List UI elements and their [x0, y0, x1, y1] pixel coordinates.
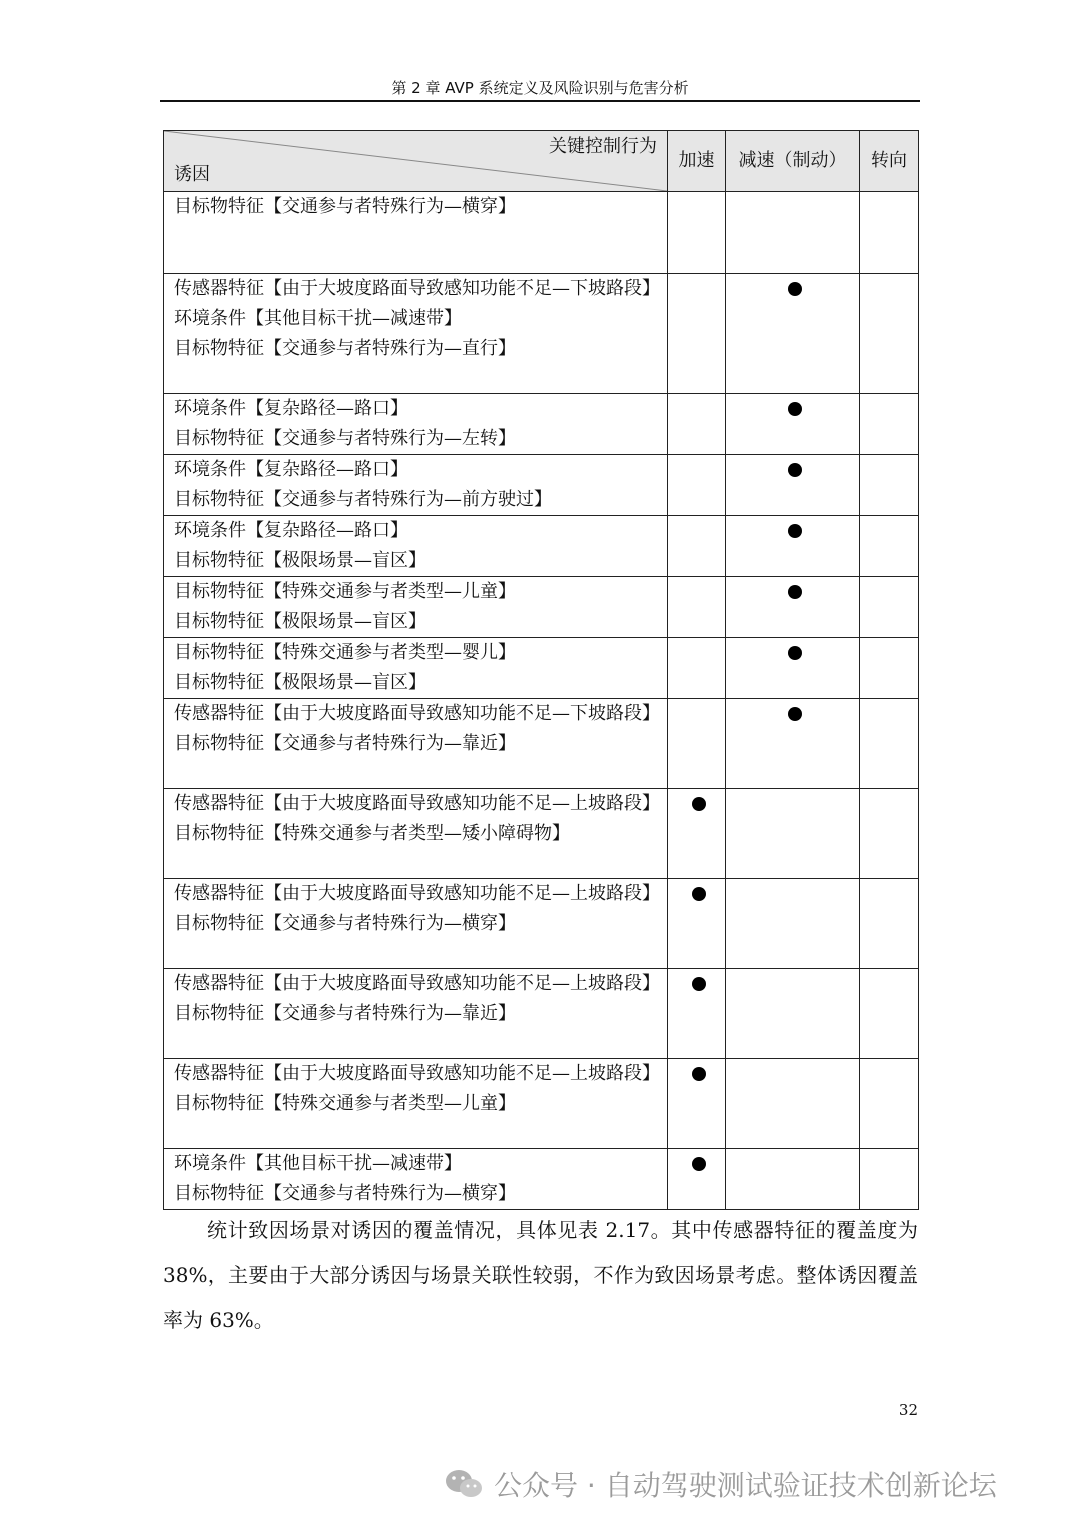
cause-line: 目标物特征【交通参与者特殊行为—直行】 — [174, 338, 516, 359]
cause-line: 传感器特征【由于大坡度路面导致感知功能不足—上坡路段】 — [174, 793, 660, 814]
filled-dot-icon — [788, 646, 802, 660]
cause-cell — [164, 192, 668, 274]
column-header-decelerate: 减速（制动） — [726, 131, 860, 192]
cause-line: 传感器特征【由于大坡度路面导致感知功能不足—下坡路段】 — [174, 278, 660, 299]
cause-cell — [164, 577, 668, 638]
decelerate-mark-cell — [726, 455, 860, 516]
steer-mark-cell — [860, 274, 919, 394]
cause-cell — [164, 638, 668, 699]
table-row — [164, 274, 919, 394]
cause-line: 目标物特征【极限场景—盲区】 — [174, 550, 426, 571]
cause-line: 目标物特征【交通参与者特殊行为—横穿】 — [174, 1183, 516, 1204]
cause-line: 目标物特征【特殊交通参与者类型—儿童】 — [174, 1093, 516, 1114]
filled-dot-icon — [692, 797, 706, 811]
cause-line: 传感器特征【由于大坡度路面导致感知功能不足—上坡路段】 — [174, 973, 660, 994]
cause-line: 环境条件【其他目标干扰—减速带】 — [174, 1153, 462, 1174]
chapter-header: 第 2 章 AVP 系统定义及风险识别与危害分析 — [391, 79, 689, 97]
filled-dot-icon — [692, 887, 706, 901]
steer-mark-cell — [860, 1059, 919, 1149]
table-row — [164, 394, 919, 455]
table-row — [164, 516, 919, 577]
table-body — [164, 192, 919, 1210]
cause-line: 传感器特征【由于大坡度路面导致感知功能不足—上坡路段】 — [174, 883, 660, 904]
table-row — [164, 879, 919, 969]
watermark — [444, 1462, 997, 1506]
cause-line: 传感器特征【由于大坡度路面导致感知功能不足—下坡路段】 — [174, 703, 660, 724]
accelerate-mark-cell — [668, 789, 726, 879]
steer-mark-cell — [860, 789, 919, 879]
table-row — [164, 1149, 919, 1210]
filled-dot-icon — [692, 1157, 706, 1171]
decelerate-mark-cell — [726, 969, 860, 1059]
column-header-accelerate: 加速 — [668, 131, 726, 192]
row-axis-label: 诱因 — [174, 164, 210, 185]
cause-cell — [164, 789, 668, 879]
cause-line: 环境条件【其他目标干扰—减速带】 — [174, 308, 462, 329]
table-row — [164, 699, 919, 789]
decelerate-mark-cell — [726, 789, 860, 879]
cause-cell — [164, 969, 668, 1059]
filled-dot-icon — [788, 402, 802, 416]
steer-mark-cell — [860, 577, 919, 638]
accelerate-mark-cell — [668, 699, 726, 789]
filled-dot-icon — [692, 977, 706, 991]
decelerate-mark-cell — [726, 274, 860, 394]
cause-cell — [164, 1059, 668, 1149]
accelerate-mark-cell — [668, 394, 726, 455]
cause-line: 目标物特征【交通参与者特殊行为—前方驶过】 — [174, 489, 552, 510]
cause-cell — [164, 455, 668, 516]
accelerate-mark-cell — [668, 638, 726, 699]
wechat-icon — [444, 1467, 484, 1501]
filled-dot-icon — [788, 463, 802, 477]
steer-mark-cell — [860, 1149, 919, 1210]
header-rule — [160, 100, 920, 102]
decelerate-mark-cell — [726, 638, 860, 699]
cause-line: 环境条件【复杂路径—路口】 — [174, 398, 408, 419]
cause-cell — [164, 274, 668, 394]
column-header-steer: 转向 — [860, 131, 919, 192]
filled-dot-icon — [692, 1067, 706, 1081]
accelerate-mark-cell — [668, 192, 726, 274]
table-row — [164, 969, 919, 1059]
accelerate-mark-cell — [668, 879, 726, 969]
steer-mark-cell — [860, 455, 919, 516]
decelerate-mark-cell — [726, 394, 860, 455]
table-row — [164, 577, 919, 638]
cause-line: 传感器特征【由于大坡度路面导致感知功能不足—上坡路段】 — [174, 1063, 660, 1084]
decelerate-mark-cell — [726, 699, 860, 789]
steer-mark-cell — [860, 638, 919, 699]
cause-line: 目标物特征【特殊交通参与者类型—婴儿】 — [174, 642, 516, 663]
decelerate-mark-cell — [726, 516, 860, 577]
steer-mark-cell — [860, 516, 919, 577]
cause-line: 目标物特征【极限场景—盲区】 — [174, 672, 426, 693]
steer-mark-cell — [860, 699, 919, 789]
filled-dot-icon — [788, 524, 802, 538]
accelerate-mark-cell — [668, 577, 726, 638]
table-row — [164, 455, 919, 516]
accelerate-mark-cell — [668, 516, 726, 577]
diagonal-header-cell — [164, 131, 668, 192]
cause-line: 目标物特征【特殊交通参与者类型—儿童】 — [174, 581, 516, 602]
cause-cell — [164, 879, 668, 969]
cause-cell — [164, 1149, 668, 1210]
decelerate-mark-cell — [726, 192, 860, 274]
table-row — [164, 789, 919, 879]
accelerate-mark-cell — [668, 455, 726, 516]
steer-mark-cell — [860, 969, 919, 1059]
filled-dot-icon — [788, 282, 802, 296]
cause-line: 目标物特征【交通参与者特殊行为—靠近】 — [174, 1003, 516, 1024]
decelerate-mark-cell — [726, 879, 860, 969]
cause-cell — [164, 394, 668, 455]
steer-mark-cell — [860, 192, 919, 274]
table-header-row — [164, 131, 919, 192]
cause-line: 环境条件【复杂路径—路口】 — [174, 520, 408, 541]
filled-dot-icon — [788, 707, 802, 721]
decelerate-mark-cell — [726, 1149, 860, 1210]
table-row — [164, 638, 919, 699]
accelerate-mark-cell — [668, 969, 726, 1059]
column-axis-label: 关键控制行为 — [549, 136, 657, 157]
page-number: 32 — [898, 1401, 918, 1419]
accelerate-mark-cell — [668, 274, 726, 394]
accelerate-mark-cell — [668, 1149, 726, 1210]
cause-line: 目标物特征【交通参与者特殊行为—左转】 — [174, 428, 516, 449]
cause-line: 目标物特征【交通参与者特殊行为—横穿】 — [174, 913, 516, 934]
table-row — [164, 1059, 919, 1149]
cause-line: 环境条件【复杂路径—路口】 — [174, 459, 408, 480]
filled-dot-icon — [788, 585, 802, 599]
cause-line: 目标物特征【交通参与者特殊行为—横穿】 — [174, 196, 516, 217]
body-paragraph: 统计致因场景对诱因的覆盖情况，具体见表 2.17。其中传感器特征的覆盖度为 38%，主要由于大部分诱因与场景关联性较弱，不作为致因场景考虑。整体诱因覆盖率为 63%。 — [163, 1218, 918, 1332]
decelerate-mark-cell — [726, 1059, 860, 1149]
decelerate-mark-cell — [726, 577, 860, 638]
watermark-text: 公众号 · 自动驾驶测试验证技术创新论坛 — [494, 1469, 997, 1502]
accelerate-mark-cell — [668, 1059, 726, 1149]
cause-line: 目标物特征【极限场景—盲区】 — [174, 611, 426, 632]
hazard-table — [163, 130, 919, 1210]
cause-cell — [164, 699, 668, 789]
steer-mark-cell — [860, 394, 919, 455]
cause-cell — [164, 516, 668, 577]
table-row — [164, 192, 919, 274]
cause-line: 目标物特征【特殊交通参与者类型—矮小障碍物】 — [174, 823, 570, 844]
steer-mark-cell — [860, 879, 919, 969]
cause-line: 目标物特征【交通参与者特殊行为—靠近】 — [174, 733, 516, 754]
